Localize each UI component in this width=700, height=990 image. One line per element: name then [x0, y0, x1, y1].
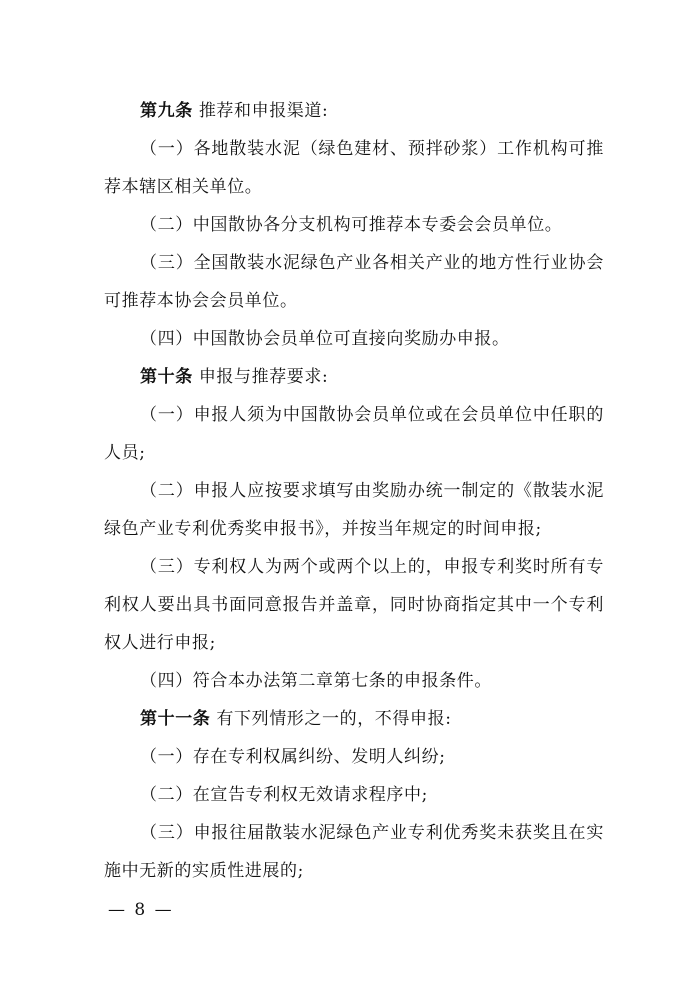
article-11-item-2: （二）在宣告专利权无效请求程序中; [140, 785, 428, 805]
article-9-item-3: （三）全国散装水泥绿色产业各相关产业的地方性行业协会可推荐本协会会员单位。 [104, 253, 604, 311]
article-title: 有下列情形之一的，不得申报: [216, 709, 452, 729]
article-10-item-4: （四）符合本办法第二章第七条的申报条件。 [140, 671, 492, 691]
article-9-item-1: （一）各地散装水泥（绿色建材、预拌砂浆）工作机构可推荐本辖区相关单位。 [104, 139, 604, 197]
article-11-heading [104, 700, 604, 738]
document-body [104, 92, 604, 890]
article-title: 申报与推荐要求: [198, 367, 329, 387]
article-9-item-4: （四）中国散协会员单位可直接向奖励办申报。 [140, 329, 510, 349]
article-label: 第十条 [140, 367, 193, 387]
article-10-item-1: （一）申报人须为中国散协会员单位或在会员单位中任职的人员; [104, 405, 604, 463]
article-10-item-3: （三）专利权人为两个或两个以上的，申报专利奖时所有专利权人要出具书面同意报告并盖章，同时协商指定其中一个专利权人进行申报; [104, 557, 604, 653]
article-9-heading [104, 92, 604, 130]
article-11-item-3: （三）申报往届散装水泥绿色产业专利优秀奖未获奖且在实施中无新的实质性进展的; [104, 823, 604, 881]
article-label: 第十一条 [140, 709, 211, 729]
article-title: 推荐和申报渠道: [198, 101, 329, 121]
article-9-item-2: （二）中国散协各分支机构可推荐本专委会会员单位。 [140, 215, 563, 235]
article-label: 第九条 [140, 101, 193, 121]
article-10-item-2: （二）申报人应按要求填写由奖励办统一制定的《散装水泥绿色产业专利优秀奖申报书》，并按当年规定的时间申报; [104, 481, 604, 539]
article-11-item-1: （一）存在专利权属纠纷、发明人纠纷; [140, 747, 446, 767]
article-10-heading [104, 358, 604, 396]
page-number: — 8 — [108, 900, 174, 920]
